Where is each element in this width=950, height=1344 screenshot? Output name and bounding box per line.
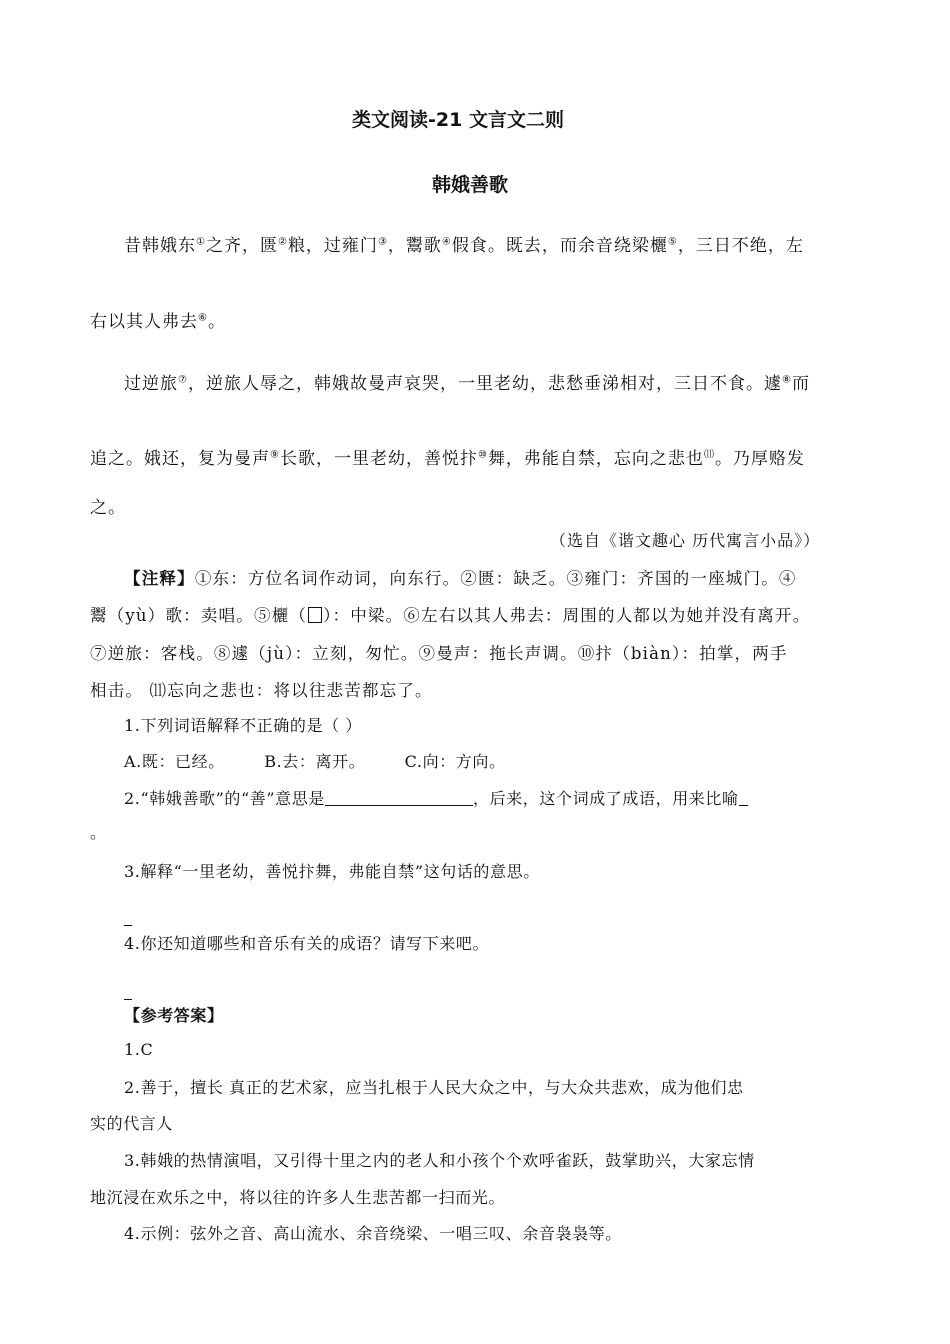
footnote-ref: ⑦	[178, 374, 188, 386]
missing-glyph-box	[308, 607, 322, 623]
question-2-end: 。	[90, 823, 107, 842]
option-c: C.向：方向。	[404, 752, 506, 771]
text: ①东：方位名词作动词，向东行。②匮：缺乏。③雍门：齐国的一座城门。④	[194, 569, 797, 588]
para2-line3: 之。	[90, 498, 126, 518]
footnote-ref: ⑥	[198, 312, 208, 324]
text: ）：中梁。⑥左右以其人弗去：周围的人都以为她并没有离开。	[323, 606, 811, 625]
para1-line2	[90, 307, 226, 332]
answer-2-line1: 2.善于，擅长 真正的艺术家，应当扎根于人民大众之中，与大众共悲欢，成为他们忠	[124, 1078, 744, 1097]
answers-label: 【参考答案】	[124, 1006, 224, 1025]
notes-line4: 相击。 ⑾忘向之悲也：将以往悲苦都忘了。	[90, 681, 433, 700]
text: ，三日不绝，左	[677, 236, 804, 256]
answer-3-line1: 3.韩娥的热情演唱，又引得十里之内的老人和小孩个个欢呼雀跃，鼓掌助兴，大家忘情	[124, 1151, 755, 1170]
question-1-options	[124, 749, 506, 772]
question-3-answer-line[interactable]	[124, 911, 132, 930]
footnote-ref: ⑤	[667, 236, 678, 248]
notes-line2	[90, 602, 810, 626]
text: 粮，过雍门	[287, 236, 378, 256]
text: 长歌，一里老幼，善悦抃	[279, 449, 478, 469]
text: 2.“韩娥善歌”的“善”意思是	[124, 789, 325, 808]
question-1: 1.下列词语解释不正确的是（ ）	[124, 716, 362, 735]
footnote-ref: ②	[277, 236, 288, 248]
text: 而	[791, 374, 810, 394]
answer-2-line2: 实的代言人	[90, 1114, 174, 1133]
option-a: A.既：已经。	[124, 752, 225, 771]
answer-blank[interactable]	[325, 789, 473, 806]
para1-line1	[124, 231, 804, 256]
question-3: 3.解释“一里老幼，善悦抃舞，弗能自禁”这句话的意思。	[124, 862, 540, 881]
para2-line1	[124, 369, 810, 394]
footnote-ref: ⑾	[703, 449, 715, 461]
text: 假食。既去，而余音绕梁欐	[451, 236, 668, 256]
question-2	[124, 786, 748, 809]
text: 过逆旅	[124, 374, 178, 394]
notes-label: 【注释】	[124, 569, 195, 588]
story-title: 韩娥善歌	[432, 174, 509, 196]
footnote-ref: ⑧	[781, 374, 792, 386]
question-4-answer-line[interactable]	[124, 985, 132, 1004]
text: ，逆旅人辱之，韩娥故曼声哀哭，一里老幼，悲愁垂涕相对，三日不食。遽	[187, 374, 782, 394]
notes-line1	[124, 565, 797, 589]
text: 。	[207, 312, 226, 332]
answer-3-line2: 地沉浸在欢乐之中，将以往的许多人生悲苦都一扫而光。	[90, 1188, 506, 1207]
text: 舞，弗能自禁，忘向之悲也	[487, 449, 704, 469]
text: ，鬻歌	[387, 236, 442, 256]
text: 。乃厚赂发	[714, 449, 805, 469]
text: 鬻（yù）歌：卖唱。⑤欐（	[90, 606, 308, 625]
answer-4: 4.示例：弦外之音、高山流水、余音绕梁、一唱三叹、余音袅袅等。	[124, 1224, 622, 1243]
footnote-ref: ⑨	[270, 449, 280, 461]
document-title: 类文阅读-21 文言文二则	[352, 109, 564, 131]
text: 右以其人弗去	[90, 312, 198, 332]
footnote-ref: ①	[196, 236, 206, 248]
text: ，后来，这个词成了成语，用来比喻	[473, 789, 739, 808]
answer-1: 1.C	[124, 1040, 154, 1059]
footnote-ref: ④	[441, 236, 452, 248]
source-citation: （选自《谐文趣心 历代寓言小品》）	[550, 531, 821, 550]
footnote-ref: ⑩	[477, 449, 488, 461]
text: 昔韩娥东	[124, 236, 196, 256]
text: 追之。娥还，复为曼声	[90, 449, 270, 469]
notes-line3: ⑦逆旅：客栈。⑧遽（jù）：立刻，匆忙。⑨曼声：拖长声调。⑩抃（biàn）：拍掌，两手	[90, 644, 788, 663]
answer-blank-2[interactable]	[739, 789, 748, 806]
text: 之齐，匮	[205, 236, 278, 256]
question-4: 4.你还知道哪些和音乐有关的成语？请写下来吧。	[124, 934, 490, 953]
para2-line2	[90, 444, 805, 469]
option-b: B.去：离开。	[264, 752, 366, 771]
footnote-ref: ③	[377, 236, 388, 248]
